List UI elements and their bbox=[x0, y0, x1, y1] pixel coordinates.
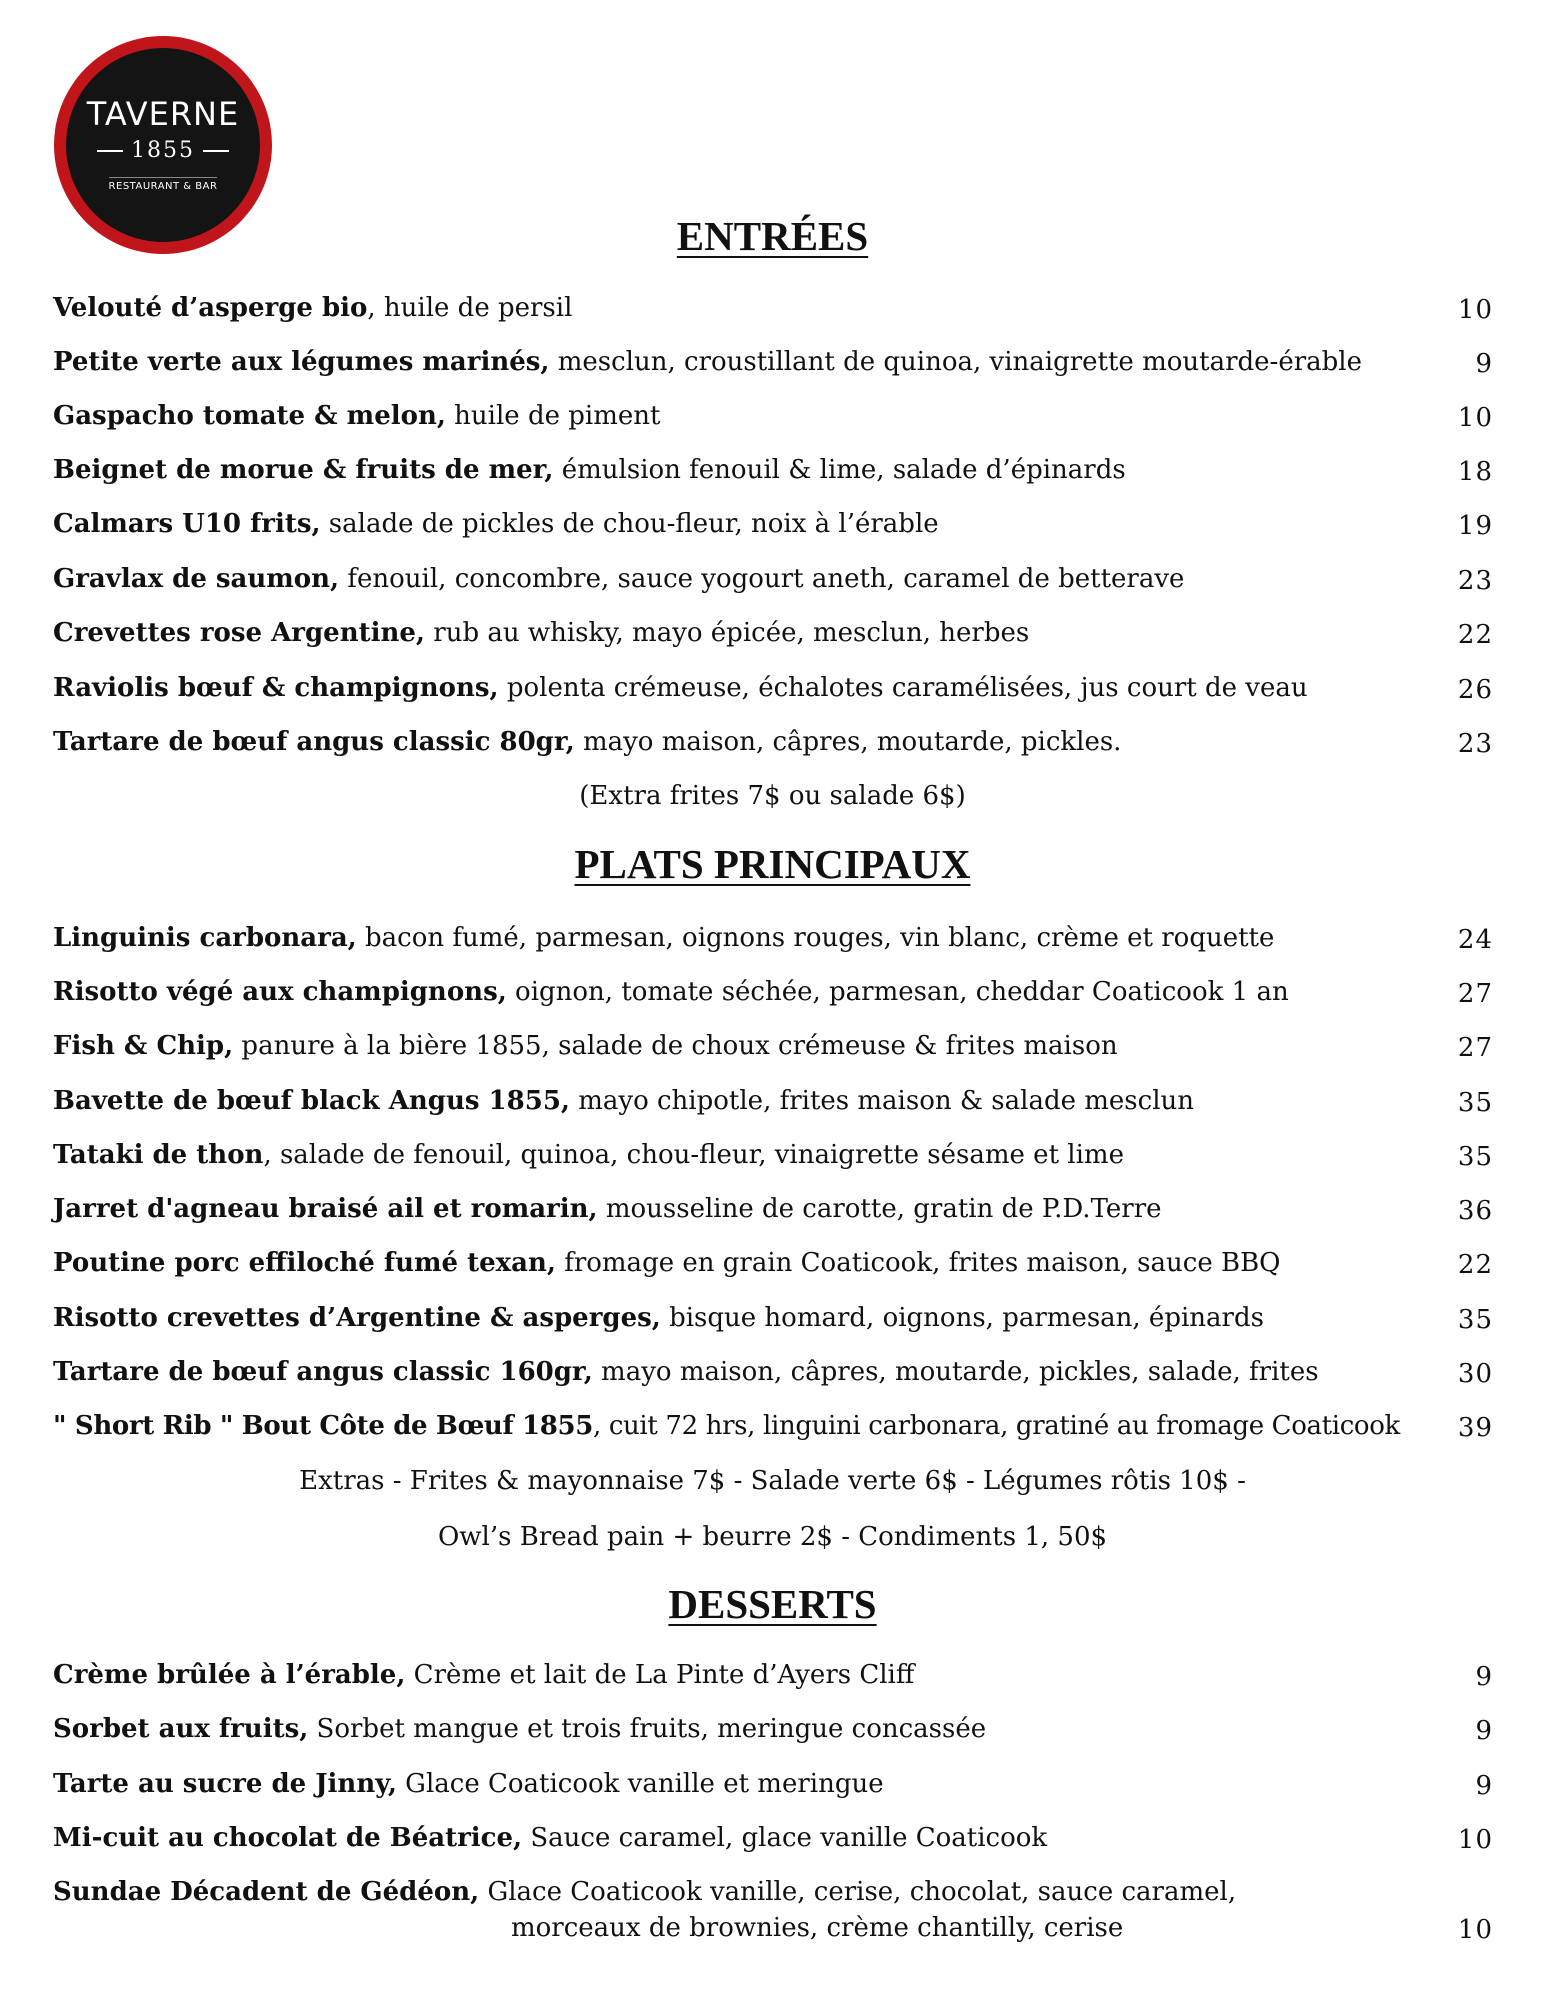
item-name: Crème brûlée à l’érable, bbox=[53, 1660, 406, 1690]
menu-item bbox=[53, 1243, 1493, 1283]
entrees-extras-note: (Extra frites 7$ ou salade 6$) bbox=[579, 781, 966, 811]
item-price: 27 bbox=[1457, 979, 1493, 1009]
item-name: Calmars U10 frits, bbox=[53, 509, 321, 539]
item-name: Risotto végé aux champignons, bbox=[53, 977, 507, 1007]
item-price: 10 bbox=[1457, 1825, 1493, 1855]
logo-subtitle: RESTAURANT & BAR bbox=[109, 177, 218, 192]
item-description: salade de pickles de chou-fleur, noix à l’érable bbox=[320, 509, 939, 539]
menu-item bbox=[53, 1872, 1493, 1952]
item-price: 9 bbox=[1475, 1716, 1493, 1746]
plats-extras-note-2: Owl’s Bread pain + beurre 2$ - Condiments 1, 50$ bbox=[437, 1522, 1108, 1552]
item-description: polenta crémeuse, échalotes caramélisées, jus court de veau bbox=[498, 673, 1308, 703]
item-name: Linguinis carbonara, bbox=[53, 923, 357, 953]
logo-year-row bbox=[97, 138, 229, 163]
menu-item bbox=[53, 1189, 1493, 1229]
item-name: Beignet de morue & fruits de mer, bbox=[53, 455, 554, 485]
item-name: Crevettes rose Argentine, bbox=[53, 618, 425, 648]
item-description: émulsion fenouil & lime, salade d’épinards bbox=[553, 455, 1126, 485]
menu-item bbox=[53, 972, 1493, 1012]
item-price: 9 bbox=[1475, 349, 1493, 379]
menu-item bbox=[53, 1655, 1493, 1695]
item-name: Velouté d’asperge bio bbox=[53, 293, 368, 323]
item-price: 22 bbox=[1457, 1250, 1493, 1280]
menu-item bbox=[53, 559, 1493, 599]
menu-item bbox=[53, 1709, 1493, 1749]
item-description: Crème et lait de La Pinte d’Ayers Cliff bbox=[405, 1660, 915, 1690]
item-price: 24 bbox=[1457, 925, 1493, 955]
menu-item bbox=[53, 918, 1493, 958]
item-name: Gaspacho tomate & melon, bbox=[53, 401, 446, 431]
menu-item bbox=[53, 722, 1493, 762]
logo-name: TAVERNE bbox=[86, 95, 240, 133]
item-price: 30 bbox=[1457, 1359, 1493, 1389]
item-name: Mi-cuit au chocolat de Béatrice, bbox=[53, 1823, 523, 1853]
menu-item bbox=[53, 668, 1493, 708]
entrees-title: ENTRÉES bbox=[676, 213, 869, 259]
item-price: 10 bbox=[1457, 1915, 1493, 1945]
item-name: Tartare de bœuf angus classic 80gr, bbox=[53, 727, 575, 757]
item-description: mayo maison, câpres, moutarde, pickles. bbox=[574, 727, 1122, 757]
item-price: 23 bbox=[1457, 566, 1493, 596]
item-description-continued: morceaux de brownies, crème chantilly, cerise bbox=[511, 1913, 1124, 1943]
menu-item bbox=[53, 1352, 1493, 1392]
item-name: Bavette de bœuf black Angus 1855, bbox=[53, 1086, 570, 1116]
item-name: Sundae Décadent de Gédéon, bbox=[53, 1877, 480, 1907]
menu-item bbox=[53, 450, 1493, 490]
menu-item bbox=[53, 396, 1493, 436]
menu-item bbox=[53, 1818, 1493, 1858]
item-name: Sorbet aux fruits, bbox=[53, 1714, 309, 1744]
item-description: fenouil, concombre, sauce yogourt aneth, caramel de betterave bbox=[339, 564, 1185, 594]
item-name: Gravlax de saumon, bbox=[53, 564, 340, 594]
item-name: Petite verte aux légumes marinés, bbox=[53, 347, 550, 377]
item-name: " Short Rib " Bout Côte de Bœuf 1855 bbox=[53, 1411, 593, 1441]
item-name: Fish & Chip, bbox=[53, 1031, 234, 1061]
item-price: 27 bbox=[1457, 1033, 1493, 1063]
item-name: Jarret d'agneau braisé ail et romarin, bbox=[53, 1194, 598, 1224]
item-description: fromage en grain Coaticook, frites maison, sauce BBQ bbox=[555, 1248, 1281, 1278]
item-name: Tartare de bœuf angus classic 160gr, bbox=[53, 1357, 593, 1387]
item-description: , cuit 72 hrs, linguini carbonara, gratiné au fromage Coaticook bbox=[593, 1411, 1400, 1441]
item-description: oignon, tomate séchée, parmesan, cheddar Coaticook 1 an bbox=[506, 977, 1289, 1007]
item-description: bacon fumé, parmesan, oignons rouges, vin blanc, crème et roquette bbox=[356, 923, 1275, 953]
menu-item bbox=[53, 1298, 1493, 1338]
item-price: 18 bbox=[1457, 457, 1493, 487]
menu-item bbox=[53, 1081, 1493, 1121]
logo-rule-right bbox=[203, 150, 229, 152]
plats-title: PLATS PRINCIPAUX bbox=[574, 841, 971, 887]
menu-item bbox=[53, 1764, 1493, 1804]
item-price: 36 bbox=[1457, 1196, 1493, 1226]
menu-item bbox=[53, 342, 1493, 382]
item-name: Raviolis bœuf & champignons, bbox=[53, 673, 499, 703]
item-description: Glace Coaticook vanille, cerise, chocolat, sauce caramel, bbox=[479, 1877, 1237, 1907]
item-description: panure à la bière 1855, salade de choux crémeuse & frites maison bbox=[233, 1031, 1118, 1061]
logo-year: 1855 bbox=[131, 138, 195, 163]
desserts-title: DESSERTS bbox=[668, 1581, 877, 1627]
item-description: mesclun, croustillant de quinoa, vinaigrette moutarde-érable bbox=[549, 347, 1362, 377]
menu-item bbox=[53, 504, 1493, 544]
menu-item bbox=[53, 1135, 1493, 1175]
menu-item bbox=[53, 1406, 1493, 1446]
plats-extras-note: Extras - Frites & mayonnaise 7$ - Salade verte 6$ - Légumes rôtis 10$ - bbox=[299, 1466, 1246, 1496]
item-price: 10 bbox=[1457, 403, 1493, 433]
item-price: 19 bbox=[1457, 511, 1493, 541]
item-description: mayo chipotle, frites maison & salade mesclun bbox=[569, 1086, 1194, 1116]
menu-item bbox=[53, 613, 1493, 653]
item-price: 35 bbox=[1457, 1305, 1493, 1335]
item-description: , salade de fenouil, quinoa, chou-fleur, vinaigrette sésame et lime bbox=[263, 1140, 1124, 1170]
item-description: , huile de persil bbox=[367, 293, 573, 323]
item-price: 9 bbox=[1475, 1662, 1493, 1692]
item-price: 26 bbox=[1457, 675, 1493, 705]
item-price: 23 bbox=[1457, 729, 1493, 759]
menu-item bbox=[53, 1026, 1493, 1066]
item-description: mayo maison, câpres, moutarde, pickles, salade, frites bbox=[592, 1357, 1319, 1387]
item-description: mousseline de carotte, gratin de P.D.Terre bbox=[597, 1194, 1162, 1224]
item-price: 35 bbox=[1457, 1142, 1493, 1172]
menu-item bbox=[53, 288, 1493, 328]
item-name: Risotto crevettes d’Argentine & asperges, bbox=[53, 1303, 661, 1333]
item-price: 39 bbox=[1457, 1413, 1493, 1443]
item-price: 10 bbox=[1457, 295, 1493, 325]
item-description: huile de piment bbox=[445, 401, 661, 431]
item-price: 9 bbox=[1475, 1771, 1493, 1801]
logo-rule-left bbox=[97, 150, 123, 152]
item-price: 22 bbox=[1457, 620, 1493, 650]
item-name: Tataki de thon bbox=[53, 1140, 264, 1170]
item-name: Poutine porc effiloché fumé texan, bbox=[53, 1248, 556, 1278]
item-description: Glace Coaticook vanille et meringue bbox=[396, 1769, 884, 1799]
item-description: Sauce caramel, glace vanille Coaticook bbox=[522, 1823, 1048, 1853]
item-description: rub au whisky, mayo épicée, mesclun, herbes bbox=[425, 618, 1030, 648]
item-description: Sorbet mangue et trois fruits, meringue concassée bbox=[308, 1714, 987, 1744]
item-description: bisque homard, oignons, parmesan, épinards bbox=[660, 1303, 1264, 1333]
item-price: 35 bbox=[1457, 1088, 1493, 1118]
item-name: Tarte au sucre de Jinny, bbox=[53, 1769, 397, 1799]
